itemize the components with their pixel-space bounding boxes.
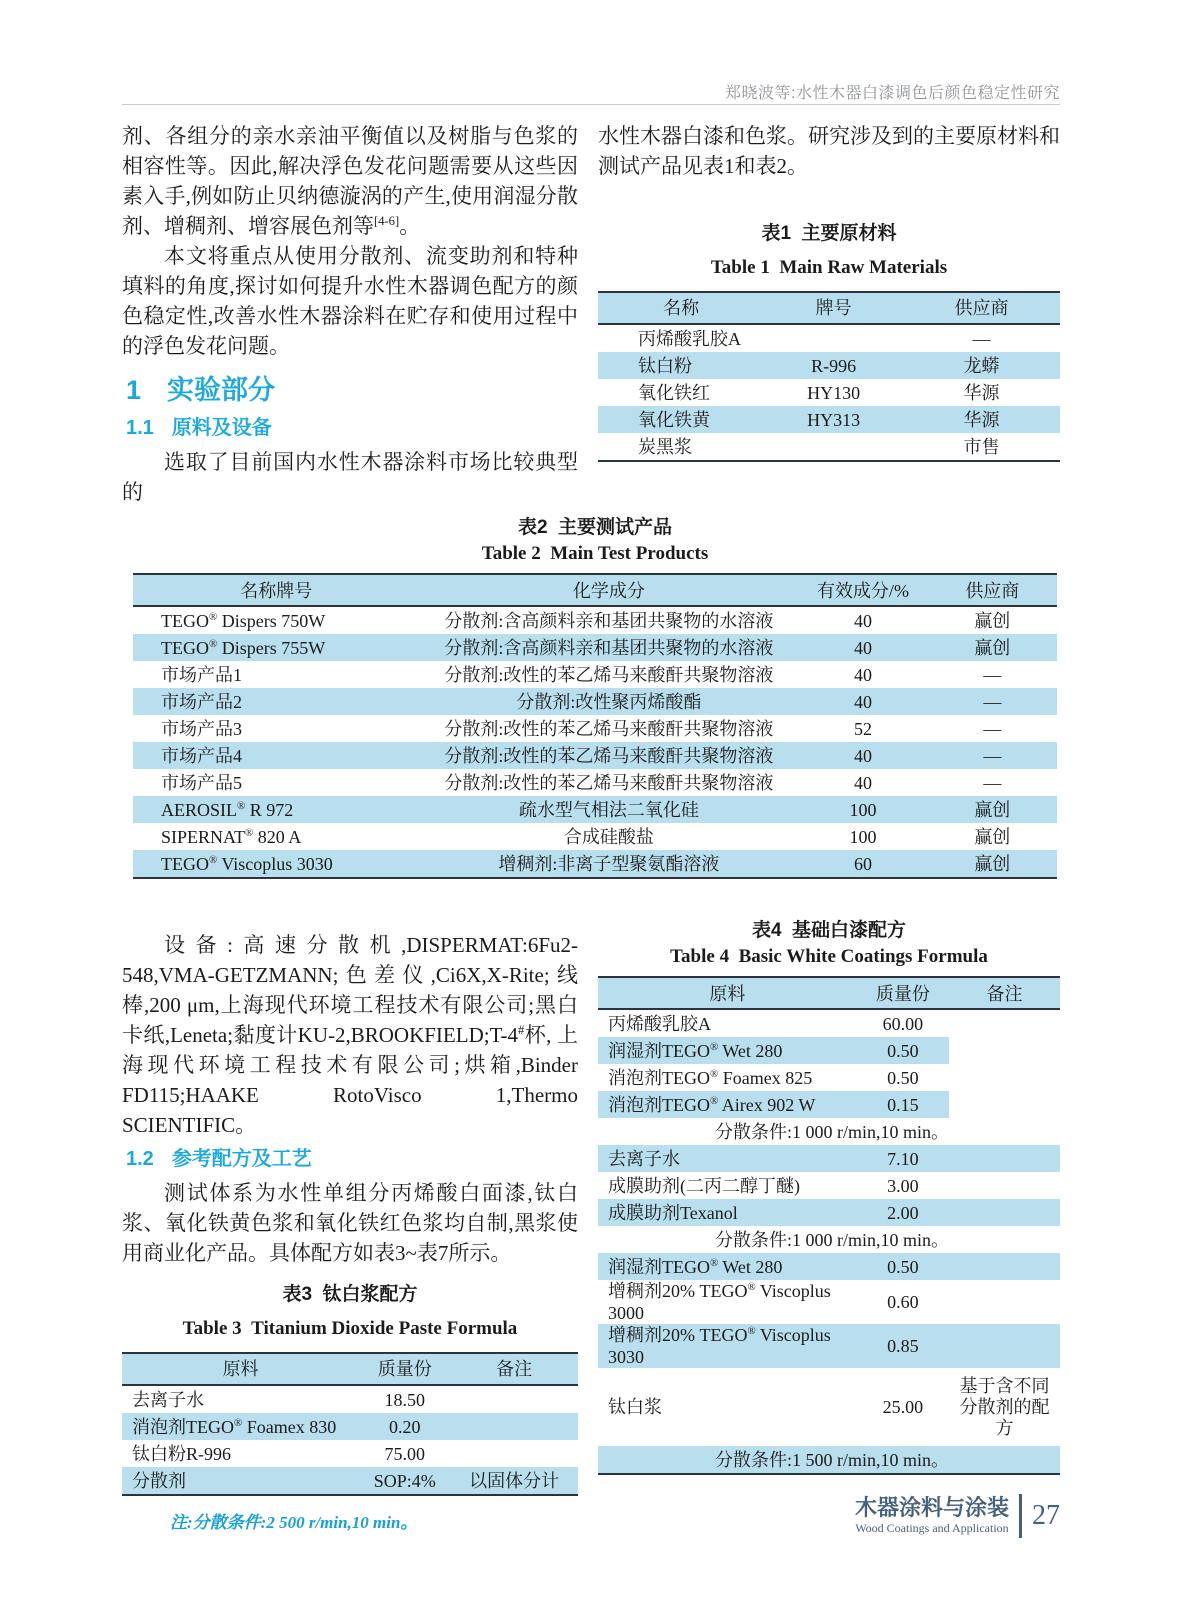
column-header: 化学成分 (419, 574, 798, 606)
table-cell: 分散剂:含高颜料亲和基团共聚物的水溶液 (444, 610, 774, 631)
column-header: 原料 (598, 977, 857, 1009)
paragraph-test-system: 测试体系为水性单组分丙烯酸白面漆,钛白浆、氧化铁黄色浆和氧化铁红色浆均自制,黑浆使用商业化产品。具体配方如表3~表7所示。 (122, 1181, 578, 1265)
footer-divider (1019, 1494, 1022, 1538)
table-cell: 40 (853, 691, 872, 712)
table-row (133, 769, 1057, 796)
table-4-title-en: Table 4 Basic White Coatings Formula (670, 946, 988, 967)
table-cell: 分散剂:改性的苯乙烯马来酸酐共聚物溶液 (444, 664, 774, 685)
table-cell (764, 324, 903, 352)
table-row (598, 1368, 1060, 1446)
column-header: 名称牌号 (133, 574, 419, 606)
table-1-title-cn: 表1 主要原材料 (761, 223, 897, 244)
table-row (598, 1064, 1060, 1091)
table-cell (949, 1091, 1060, 1118)
table-cell: 100 (849, 799, 877, 820)
registered-mark: ® (209, 637, 218, 650)
table-cell: — (983, 772, 1002, 793)
table-2-title-cn: 表2 主要测试产品 (517, 517, 673, 538)
table-cell: 市售 (963, 436, 1000, 457)
registered-mark: ® (237, 799, 246, 812)
paragraph-text: 杯, 上海现代环境工程技术有限公司;烘箱,Binder FD115;HAAKE RotoVisco 1,Thermo SCIENTIFIC。 (122, 1023, 579, 1137)
table-cell: TEGO® Dispers 750W (161, 610, 326, 631)
table-cell: 0.15 (887, 1094, 919, 1115)
table-row (598, 1280, 1060, 1324)
table-row (598, 1172, 1060, 1199)
table-row (598, 324, 1060, 352)
table-3-title-cn: 表3 钛白浆配方 (282, 1284, 418, 1305)
table-4 (598, 976, 1060, 1475)
table-cell (949, 1037, 1060, 1064)
table-row (122, 1467, 578, 1495)
table-cell: 润湿剂TEGO® Wet 280 (608, 1040, 783, 1061)
table-row (598, 1091, 1060, 1118)
table-cell: 60 (853, 853, 872, 874)
table-cell: 基于含不同分散剂的配方 (959, 1375, 1050, 1438)
table-row (598, 1199, 1060, 1226)
paragraph-equipment (122, 930, 578, 1140)
paragraph-focus: 本文将重点从使用分散剂、流变助剂和特种填料的角度,探讨如何提升水性木器调色配方的颜色稳定性,改善水性木器涂料在贮存和使用过程中的浮色发花问题。 (122, 244, 578, 358)
registered-mark: ® (747, 1281, 756, 1293)
table-cell: 去离子水 (608, 1148, 680, 1169)
table-row (133, 823, 1057, 850)
table-row (598, 379, 1060, 406)
table-2 (133, 573, 1057, 879)
table-cell: 0.50 (887, 1040, 919, 1061)
t2-grid (133, 573, 1057, 879)
column-header: 供应商 (928, 574, 1057, 606)
t4-grid (598, 976, 1060, 1475)
section-number: 1.2 (126, 1148, 154, 1170)
column-header: 牌号 (764, 292, 903, 324)
table-row (133, 742, 1057, 769)
table-3 (122, 1352, 578, 1496)
table-row (133, 715, 1057, 742)
table-cell: 分散剂 (132, 1470, 186, 1491)
table-cell: 消泡剂TEGO® Foamex 830 (132, 1416, 337, 1437)
condition-cell: 分散条件:1 000 r/min,10 min。 (715, 1229, 949, 1250)
table-cell: 市场产品2 (161, 691, 242, 712)
table-row (598, 1145, 1060, 1172)
section-title: 参考配方及工艺 (171, 1148, 312, 1170)
table-cell: 钛白粉R-996 (132, 1443, 231, 1464)
table-cell: 52 (853, 718, 872, 739)
table-cell: HY130 (807, 382, 861, 403)
table-cell: 氧化铁红 (638, 382, 710, 403)
journal-name-en: Wood Coatings and Application (855, 1521, 1009, 1535)
table-row (598, 433, 1060, 461)
table-cell: 0.85 (887, 1336, 919, 1356)
t1-grid (598, 291, 1060, 462)
table-cell: — (972, 328, 991, 349)
paragraph-continued (122, 121, 578, 241)
table-cell: 增稠剂:非离子型聚氨酯溶液 (498, 853, 720, 874)
table-cell: 0.20 (388, 1416, 421, 1437)
table-cell: 疏水型气相法二氧化硅 (518, 799, 699, 820)
journal-name (855, 1496, 1009, 1536)
table-cell: 赢创 (974, 637, 1011, 658)
paragraph-select: 选取了目前国内水性木器涂料市场比较典型的 (122, 450, 578, 504)
table-cell: 赢创 (974, 610, 1011, 631)
table-cell (450, 1413, 578, 1440)
table-cell: 增稠剂20% TEGO® Viscoplus 3000 (608, 1281, 831, 1323)
section-heading-1 (126, 375, 578, 405)
table-row (598, 1253, 1060, 1280)
paragraph-text: 设备:高速分散机,DISPERMAT:6Fu2-548,VMA-GETZMANN;色差仪,Ci6X,X-Rite;线棒,200 μm,上海现代环境工程技术有限公司;黑白卡纸,Leneta;黏度计KU-2,BROOKFIELD;T-4 (122, 933, 578, 1047)
section-title: 原料及设备 (171, 417, 272, 439)
table-cell: — (983, 691, 1002, 712)
table-cell: 龙蟒 (963, 355, 1000, 376)
table-cell (949, 1145, 1060, 1172)
running-title: 郑晓波等:水性木器白漆调色后颜色稳定性研究 (725, 85, 1060, 102)
registered-mark: ® (710, 1256, 719, 1269)
table-cell: 40 (853, 610, 872, 631)
header-rule (122, 104, 1060, 105)
registered-mark: ® (245, 826, 254, 839)
table-header-row (133, 574, 1057, 606)
table-3-block (122, 1280, 578, 1538)
table-row (122, 1413, 578, 1440)
table-row (598, 1037, 1060, 1064)
table-1-block (598, 219, 1060, 462)
registered-mark: ® (710, 1040, 719, 1053)
table-cell: 分散剂:改性的苯乙烯马来酸酐共聚物溶液 (444, 718, 774, 739)
table-1 (598, 291, 1060, 462)
column-header: 有效成分/% (798, 574, 927, 606)
table-cell: 消泡剂TEGO® Foamex 825 (608, 1067, 813, 1088)
table-cell: 市场产品1 (161, 664, 242, 685)
column-header: 质量份 (857, 977, 949, 1009)
condition-row (598, 1226, 1060, 1253)
table-row (133, 606, 1057, 634)
table-row (133, 661, 1057, 688)
table-cell: 赢创 (974, 799, 1011, 820)
table-row (598, 406, 1060, 433)
table-cell: 分散剂:改性聚丙烯酸酯 (516, 691, 702, 712)
table-cell: 润湿剂TEGO® Wet 280 (608, 1256, 783, 1277)
table-cell: 丙烯酸乳胶A (638, 328, 741, 349)
section-number: 1 (126, 375, 142, 405)
section-heading-1-2 (126, 1146, 578, 1172)
table-cell: 丙烯酸乳胶A (608, 1013, 711, 1034)
registered-mark: ® (710, 1067, 719, 1080)
table-cell: 以固体分计 (469, 1470, 560, 1491)
table-cell: 钛白浆 (608, 1396, 662, 1417)
table-cell (450, 1440, 578, 1467)
table-cell: 7.10 (887, 1148, 919, 1169)
table-cell: SOP:4% (373, 1470, 436, 1491)
table-row (133, 796, 1057, 823)
table-cell: 华源 (963, 409, 1000, 430)
table-cell: 60.00 (882, 1013, 924, 1034)
table-cell (949, 1280, 1060, 1324)
table-cell: 氧化铁黄 (638, 409, 710, 430)
section-title: 实验部分 (167, 375, 276, 405)
column-header: 备注 (450, 1353, 578, 1385)
table-row (122, 1440, 578, 1467)
table-cell (949, 1253, 1060, 1280)
table-cell: 0.50 (887, 1067, 919, 1088)
table-cell: 0.60 (887, 1292, 919, 1312)
left-column-top (122, 121, 578, 507)
condition-cell: 分散条件:1 000 r/min,10 min。 (715, 1121, 949, 1142)
column-header: 质量份 (359, 1353, 450, 1385)
table-cell: 分散剂:改性的苯乙烯马来酸酐共聚物溶液 (444, 772, 774, 793)
table-row (133, 634, 1057, 661)
registered-mark: ® (747, 1325, 756, 1337)
table-cell: TEGO® Viscoplus 3030 (161, 853, 333, 874)
condition-row (598, 1446, 1060, 1474)
table-cell (949, 1172, 1060, 1199)
table-cell (450, 1385, 578, 1413)
table-cell (949, 1009, 1060, 1037)
table-row (133, 850, 1057, 878)
table-cell: 赢创 (974, 853, 1011, 874)
table-cell: 去离子水 (132, 1389, 204, 1410)
table-cell: 2.00 (887, 1202, 919, 1223)
cup-superscript: # (517, 1023, 525, 1037)
table-cell: 100 (849, 826, 877, 847)
table-cell: 0.50 (887, 1256, 919, 1277)
table-4-block (598, 915, 1060, 1475)
table-2-title-en: Table 2 Main Test Products (481, 543, 709, 564)
table-cell: 炭黑浆 (638, 436, 692, 457)
table-cell: 合成硅酸盐 (563, 826, 654, 847)
table-1-title-en: Table 1 Main Raw Materials (710, 257, 948, 278)
table-cell: 分散剂:含高颜料亲和基团共聚物的水溶液 (444, 637, 774, 658)
table-header-row (598, 292, 1060, 324)
page-number: 27 (1032, 1500, 1060, 1531)
table-4-title-cn: 表4 基础白漆配方 (751, 920, 907, 941)
section-number: 1.1 (126, 417, 154, 439)
table-cell: — (983, 718, 1002, 739)
table-cell (764, 433, 903, 461)
table-cell: AEROSIL® R 972 (161, 799, 294, 820)
table-row (598, 1009, 1060, 1037)
table-cell: 40 (853, 637, 872, 658)
condition-cell: 分散条件:1 500 r/min,10 min。 (715, 1449, 949, 1470)
table-cell: 消泡剂TEGO® Airex 902 W (608, 1094, 816, 1115)
table-cell: 钛白粉 (638, 355, 692, 376)
t3-grid (122, 1352, 578, 1496)
table-cell (949, 1064, 1060, 1091)
table-cell (949, 1324, 1060, 1368)
registered-mark: ® (234, 1416, 243, 1429)
left-column-middle (122, 930, 578, 1538)
paragraph-continued-right: 水性木器白漆和色浆。研究涉及到的主要原材料和测试产品见表1和表2。 (598, 124, 1060, 178)
section-heading-1-1 (126, 415, 578, 441)
table-cell: HY313 (807, 409, 861, 430)
column-header: 供应商 (903, 292, 1060, 324)
table-cell: — (983, 664, 1002, 685)
table-cell: 成膜助剂Texanol (608, 1202, 738, 1223)
table-cell: SIPERNAT® 820 A (161, 826, 302, 847)
table-row (598, 352, 1060, 379)
right-column-top (598, 121, 1060, 462)
table-cell: 40 (853, 745, 872, 766)
table-cell: 增稠剂20% TEGO® Viscoplus 3030 (608, 1325, 831, 1367)
registered-mark: ® (209, 610, 218, 623)
page-footer (855, 1494, 1060, 1538)
table-2-block (133, 512, 1057, 879)
table-cell: 分散剂:改性的苯乙烯马来酸酐共聚物溶液 (444, 745, 774, 766)
table-3-title-en: Table 3 Titanium Dioxide Paste Formula (182, 1318, 518, 1339)
column-header: 名称 (598, 292, 764, 324)
table-cell: 华源 (963, 382, 1000, 403)
reference-superscript: [4-6] (374, 214, 400, 228)
table-cell: 40 (853, 772, 872, 793)
table-cell: 40 (853, 664, 872, 685)
table-row (133, 688, 1057, 715)
table-cell: R-996 (811, 355, 857, 376)
table-cell (949, 1199, 1060, 1226)
table-cell: 赢创 (974, 826, 1011, 847)
table-header-row (122, 1353, 578, 1385)
registered-mark: ® (710, 1094, 719, 1107)
table-cell: 成膜助剂(二丙二醇丁醚) (608, 1175, 800, 1196)
table-cell: 75.00 (384, 1443, 425, 1464)
table-cell: 25.00 (882, 1396, 924, 1417)
table-cell: 市场产品3 (161, 718, 242, 739)
table-cell: 3.00 (887, 1175, 919, 1196)
table-row (122, 1385, 578, 1413)
condition-row (598, 1118, 1060, 1145)
column-header: 备注 (949, 977, 1060, 1009)
table-header-row (598, 977, 1060, 1009)
paragraph-text: 。 (399, 214, 421, 238)
table-cell: 市场产品4 (161, 745, 242, 766)
registered-mark: ® (209, 853, 218, 866)
table-row (598, 1324, 1060, 1368)
table-cell: TEGO® Dispers 755W (161, 637, 326, 658)
table-cell: 市场产品5 (161, 772, 242, 793)
paragraph-text: 剂、各组分的亲水亲油平衡值以及树脂与色浆的相容性等。因此,解决浮色发花问题需要从这些因素入手,例如防止贝纳德漩涡的产生,使用润湿分散剂、增稠剂、增容展色剂等 (122, 124, 578, 238)
table-cell: 18.50 (384, 1389, 425, 1410)
journal-name-cn: 木器涂料与涂装 (854, 1495, 1009, 1520)
column-header: 原料 (122, 1353, 359, 1385)
table-3-note: 注:分散条件:2 500 r/min,10 min。 (170, 1513, 418, 1532)
table-cell: — (983, 745, 1002, 766)
